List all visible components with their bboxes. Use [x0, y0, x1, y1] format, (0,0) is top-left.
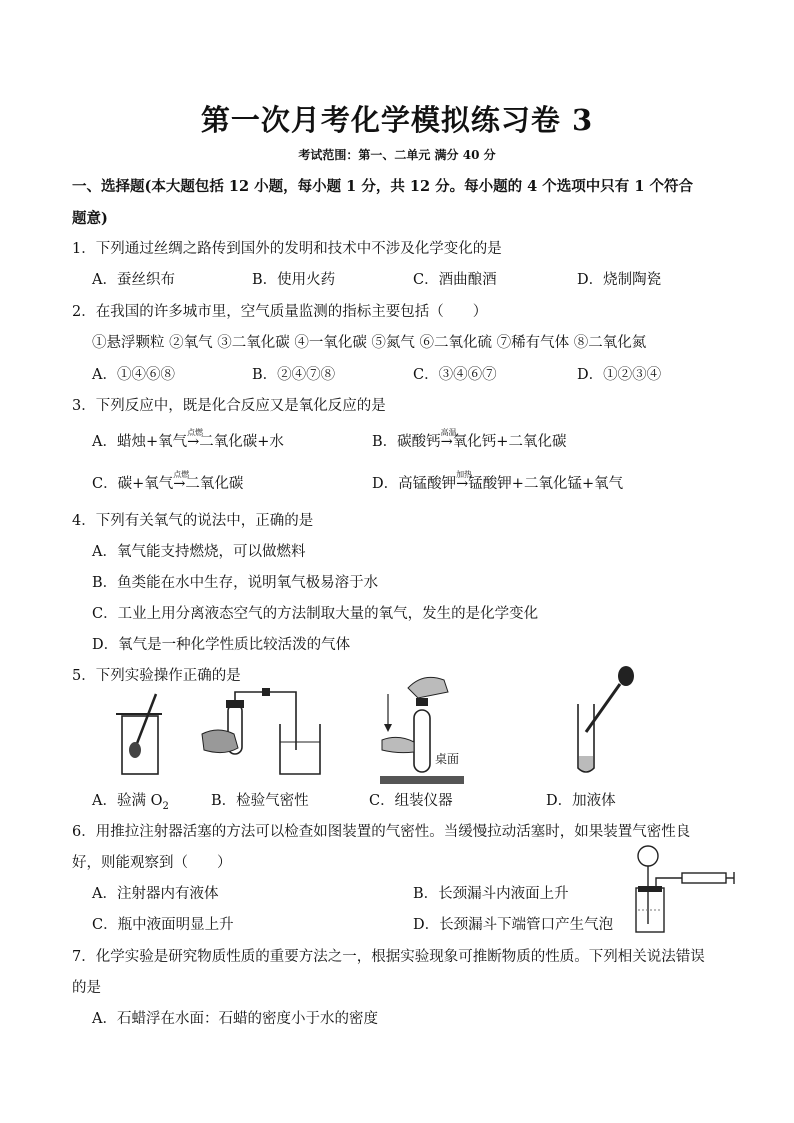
q4-option-d[interactable]: D．氧气是一种化学性质比较活泼的气体 — [92, 637, 351, 653]
reaction-condition: 加热 — [456, 470, 473, 479]
q3-d-products: 锰酸钾+二氧化锰+氧气 — [468, 476, 624, 492]
q5-option-a-label: A．验满 O — [92, 793, 163, 809]
reaction-condition: 点燃 — [173, 470, 190, 479]
q6-option-a[interactable]: A．注射器内有液体 — [92, 886, 219, 902]
q2-option-b[interactable]: B．②④⑦⑧ — [252, 367, 336, 383]
exam-scope: 考试范围：第一、二单元 满分 40 分 — [298, 148, 496, 162]
q2-items: ①悬浮颗粒 ②氧气 ③二氧化碳 ④一氧化碳 ⑤氮气 ⑥二氧化硫 ⑦稀有气体 ⑧二氧化氮 — [92, 335, 647, 351]
reaction-condition: 高温 — [440, 428, 457, 437]
q3-option-a[interactable] — [92, 430, 284, 451]
q3-c-products: 二氧化碳 — [185, 476, 244, 492]
q3-b-reactants: B．碳酸钙 — [372, 434, 441, 450]
reaction-arrow: 点燃 → — [187, 428, 204, 450]
question-7-stem-cont: 的是 — [72, 980, 101, 996]
page-title: 第一次月考化学模拟练习卷 3 — [200, 103, 594, 137]
q2-option-a[interactable]: A．①④⑥⑧ — [92, 367, 175, 383]
reaction-condition: 点燃 — [187, 428, 204, 437]
q1-option-b[interactable]: B．使用火药 — [252, 272, 336, 288]
q1-option-c[interactable]: C．酒曲酿酒 — [413, 272, 497, 288]
q3-c-reactants: C．碳+氧气 — [92, 476, 174, 492]
q6-option-d[interactable]: D．长颈漏斗下端管口产生气泡 — [413, 917, 614, 933]
q3-a-products: 二氧化碳+水 — [199, 434, 284, 450]
q5-option-c[interactable]: C．组装仪器 — [369, 793, 453, 809]
q5-option-a[interactable] — [92, 789, 169, 812]
q3-option-d[interactable] — [372, 472, 623, 493]
q3-option-c[interactable] — [92, 472, 243, 493]
question-2-stem: 2．在我国的许多城市里，空气质量监测的指标主要包括（ ） — [72, 304, 488, 320]
q1-option-d[interactable]: D．烧制陶瓷 — [577, 272, 662, 288]
section-heading-cont: 题意) — [72, 210, 108, 227]
question-3-stem: 3．下列反应中，既是化合反应又是氧化反应的是 — [72, 398, 386, 414]
subscript: 2 — [162, 800, 169, 812]
gas-collection-bottle-icon — [108, 688, 172, 778]
q5-option-b[interactable]: B．检验气密性 — [211, 793, 309, 809]
q2-option-c[interactable]: C．③④⑥⑦ — [413, 367, 497, 383]
reaction-arrow: 点燃 → — [173, 470, 190, 492]
q3-d-reactants: D．高锰酸钾 — [372, 476, 457, 492]
question-4-stem: 4．下列有关氧气的说法中，正确的是 — [72, 513, 314, 529]
question-7-stem: 7．化学实验是研究物质性质的重要方法之一，根据实验现象可推断物质的性质。下列相关说法错误 — [72, 949, 705, 965]
q3-a-reactants: A．蜡烛+氧气 — [92, 434, 188, 450]
q3-option-b[interactable] — [372, 430, 566, 451]
reaction-arrow: 高温 → — [440, 428, 457, 450]
dropper-adding-liquid-icon — [568, 664, 638, 778]
q6-option-c[interactable]: C．瓶中液面明显上升 — [92, 917, 234, 933]
q7-option-a[interactable]: A．石蜡浮在水面：石蜡的密度小于水的密度 — [92, 1011, 378, 1027]
question-6-stem: 6．用推拉注射器活塞的方法可以检查如图装置的气密性。当缓慢拉动活塞时，如果装置气密性良 — [72, 824, 691, 840]
q5-option-d[interactable]: D．加液体 — [546, 793, 616, 809]
section-heading: 一、选择题(本大题包括 12 小题，每小题 1 分，共 12 分。每小题的 4 个选项中只有 1 个符合 — [72, 178, 693, 195]
q4-option-a[interactable]: A．氧气能支持燃烧，可以做燃料 — [92, 544, 306, 560]
question-5-stem: 5．下列实验操作正确的是 — [72, 668, 241, 684]
q4-option-b[interactable]: B．鱼类能在水中生存，说明氧气极易溶于水 — [92, 575, 379, 591]
question-1-stem: 1．下列通过丝绸之路传到国外的发明和技术中不涉及化学变化的是 — [72, 241, 502, 257]
airtightness-check-icon — [198, 686, 328, 782]
q4-option-c[interactable]: C．工业上用分离液态空气的方法制取大量的氧气，发生的是化学变化 — [92, 606, 539, 622]
q1-option-a[interactable]: A．蚕丝织布 — [92, 272, 175, 288]
q2-option-d[interactable]: D．①②③④ — [577, 367, 662, 383]
q3-b-products: 氧化钙+二氧化碳 — [452, 434, 567, 450]
question-6-stem-cont: 好，则能观察到（ ） — [72, 855, 232, 871]
q6-option-b[interactable]: B．长颈漏斗内液面上升 — [413, 886, 569, 902]
syringe-flask-apparatus-icon — [632, 842, 736, 936]
assemble-apparatus-icon — [378, 670, 468, 786]
desk-label: 桌面 — [435, 752, 460, 766]
reaction-arrow: 加热 → — [456, 470, 473, 492]
